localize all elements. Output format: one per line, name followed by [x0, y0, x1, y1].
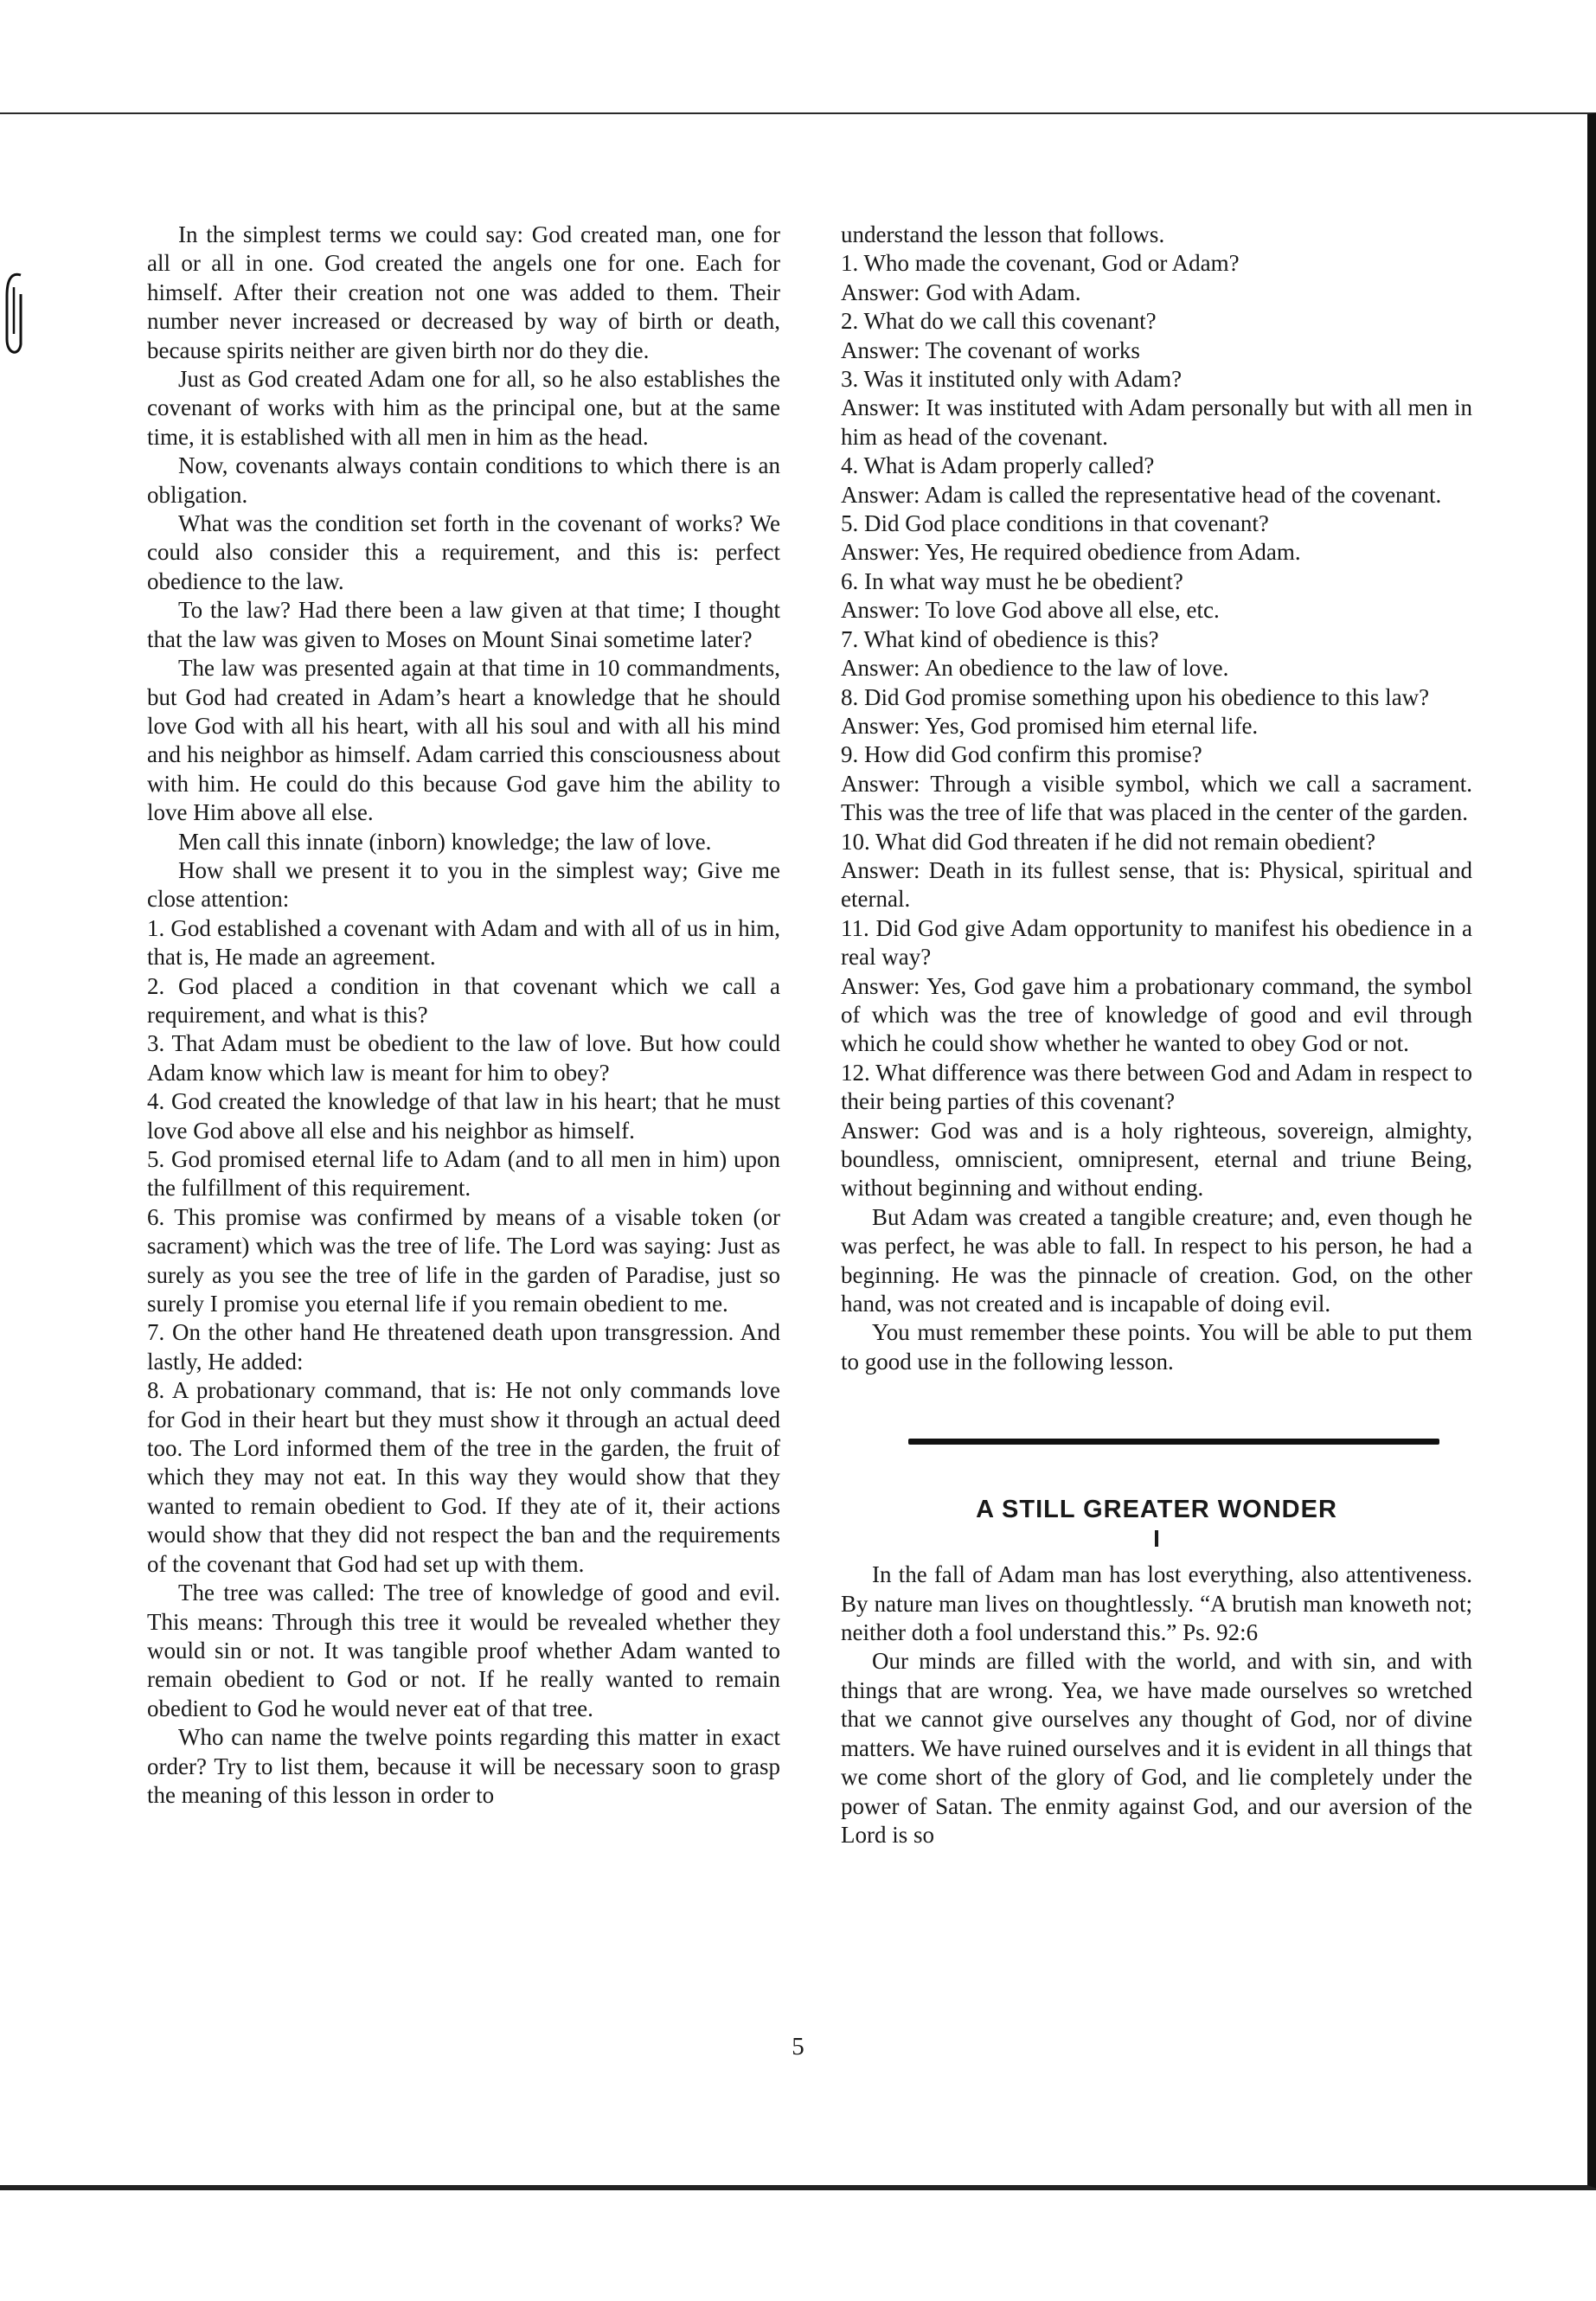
answer-item: Answer: Through a visible symbol, which we call a sacrament. This was the tree of life that was placed in the center of the garden.: [841, 770, 1472, 826]
left-column: [147, 221, 780, 1810]
section-divider: [908, 1439, 1439, 1445]
paragraph: The law was presented again at that time in 10 commandments, but God had created in Adam’s heart a knowledge that he should love God with all his heart, with all his soul and with all his mind and his neighbor as himself. Adam carried this consciousness about with him. He could do this because God gave him the ability to love Him above all else.: [147, 655, 780, 826]
paragraph: But Adam was created a tangible creature; and, even though he was perfect, he was able to fall. In respect to his person, he had a beginning. He was the pinnacle of creation. God, on the other hand, was not created and is incapable of doing evil.: [841, 1203, 1472, 1317]
paragraph: Just as God created Adam one for all, so he also establishes the covenant of works with him as the principal one, but at the same time, it is established with all men in him as the head.: [147, 366, 780, 450]
question-item: 2. What do we call this covenant?: [841, 308, 1157, 335]
question-item: 8. Did God promise something upon his obedience to this law?: [841, 683, 1430, 710]
question-item: 1. Who made the covenant, God or Adam?: [841, 250, 1240, 277]
paragraph: In the fall of Adam man has lost everything, also attentiveness. By nature man lives on thoughtlessly. “A brutish man knoweth not; neither doth a fool understand this.” Ps. 92:6: [841, 1561, 1472, 1646]
list-item: 3. That Adam must be obedient to the law of love. But how could Adam know which law is meant for him to obey?: [147, 1030, 780, 1086]
answer-item: Answer: An obedience to the law of love.: [841, 655, 1229, 682]
question-item: 3. Was it instituted only with Adam?: [841, 366, 1183, 393]
answer-item: Answer: The covenant of works: [841, 336, 1140, 363]
answer-item: Answer: God was and is a holy righteous, sovereign, almighty, boundless, omniscient, omnipresent, eternal and triune Being, without beginning and without ending.: [841, 1117, 1472, 1202]
answer-item: Answer: Death in its fullest sense, that is: Physical, spiritual and eternal.: [841, 856, 1472, 913]
question-item: 6. In what way must he be obedient?: [841, 567, 1183, 594]
paragraph: understand the lesson that follows.: [841, 221, 1165, 247]
paragraph: Who can name the twelve points regarding this matter in exact order? Try to list them, because it will be necessary soon to grasp the meaning of this lesson in order to: [147, 1724, 780, 1808]
answer-item: Answer: Yes, He required obedience from Adam.: [841, 539, 1301, 566]
question-item: 11. Did God give Adam opportunity to manifest his obedience in a real way?: [841, 914, 1472, 971]
question-item: 7. What kind of obedience is this?: [841, 625, 1159, 652]
paragraph: The tree was called: The tree of knowledge of good and evil. This means: Through this tree it would be revealed whether they would sin or not. It was tangible proof whether Adam wanted to remain obedient to God or not. If he really wanted to remain obedient to God he would never eat of that tree.: [147, 1580, 780, 1721]
question-item: 4. What is Adam properly called?: [841, 452, 1155, 479]
answer-item: Answer: Adam is called the representative head of the covenant.: [841, 481, 1442, 508]
question-item: 10. What did God threaten if he did not remain obedient?: [841, 828, 1376, 855]
paragraph: You must remember these points. You will be able to put them to good use in the following lesson.: [841, 1319, 1472, 1375]
paper-clip-icon: [2, 270, 24, 363]
paragraph: Our minds are filled with the world, and with sin, and with things that are wrong. Yea, we have made ourselves so wretched that we cannot give ourselves any thought of God, nor of divine matters. We have ruined ourselves and it is evident in all things that we come short of the glory of God, and lie completely under the power of Satan. The enmity against God, and our aversion of the Lord is so: [841, 1648, 1472, 1848]
page-number: 5: [792, 2033, 804, 2061]
answer-item: Answer: Yes, God gave him a probationary command, the symbol of which was the tree of knowledge of good and evil through which he could show whether he wanted to obey God or not.: [841, 972, 1472, 1057]
answer-item: Answer: It was instituted with Adam personally but with all men in him as head of the covenant.: [841, 394, 1472, 450]
answer-item: Answer: To love God above all else, etc.: [841, 597, 1220, 624]
section-number: I: [1153, 1525, 1160, 1553]
paragraph: To the law? Had there been a law given at that time; I thought that the law was given to Moses on Mount Sinai sometime later?: [147, 597, 780, 652]
section-title: A STILL GREATER WONDER: [976, 1496, 1337, 1524]
paragraph: What was the condition set forth in the covenant of works? We could also consider this a requirement, and this is: perfect obedience to the law.: [147, 510, 780, 594]
list-item: 2. God placed a condition in that covenant which we call a requirement, and what is this?: [147, 972, 780, 1028]
paragraph: Men call this innate (inborn) knowledge; the law of love.: [178, 828, 712, 855]
right-column: [841, 221, 1472, 1849]
answer-item: Answer: God with Adam.: [841, 279, 1081, 305]
question-item: 12. What difference was there between God and Adam in respect to their being parties of this covenant?: [841, 1059, 1472, 1115]
question-item: 9. How did God confirm this promise?: [841, 741, 1202, 768]
answer-item: Answer: Yes, God promised him eternal life.: [841, 712, 1259, 739]
list-item: 7. On the other hand He threatened death upon transgression. And lastly, He added:: [147, 1319, 780, 1375]
paragraph: Now, covenants always contain conditions to which there is an obligation.: [147, 452, 780, 508]
list-item: 5. God promised eternal life to Adam (and to all men in him) upon the fulfillment of this requirement.: [147, 1146, 780, 1202]
question-item: 5. Did God place conditions in that covenant?: [841, 510, 1269, 537]
paragraph: In the simplest terms we could say: God created man, one for all or all in one. God created the angels one for one. Each for himself. After their creation not one was added to them. Their number never increased or decreased by way of birth or death, because spirits neither are given birth nor do they die.: [147, 221, 780, 363]
list-item: 8. A probationary command, that is: He not only commands love for God in their heart but they must show it through an actual deed too. The Lord informed them of the tree in the garden, the fruit of which they may not eat. In this way they would show that they wanted to remain obedient to God. If they ate of it, their actions would show that they did not respect the ban and the requirements of the covenant that God had set up with them.: [147, 1377, 780, 1577]
list-item: 1. God established a covenant with Adam and with all of us in him, that is, He made an agreement.: [147, 914, 780, 971]
paragraph: How shall we present it to you in the simplest way; Give me close attention:: [147, 856, 780, 913]
list-item: 6. This promise was confirmed by means of a visable token (or sacrament) which was the tree of life. The Lord was saying: Just as surely as you see the tree of life in the garden of Paradise, just so surely I promise you eternal life if you remain obedient to me.: [147, 1203, 780, 1317]
list-item: 4. God created the knowledge of that law in his heart; that he must love God above all else and his neighbor as himself.: [147, 1088, 780, 1144]
